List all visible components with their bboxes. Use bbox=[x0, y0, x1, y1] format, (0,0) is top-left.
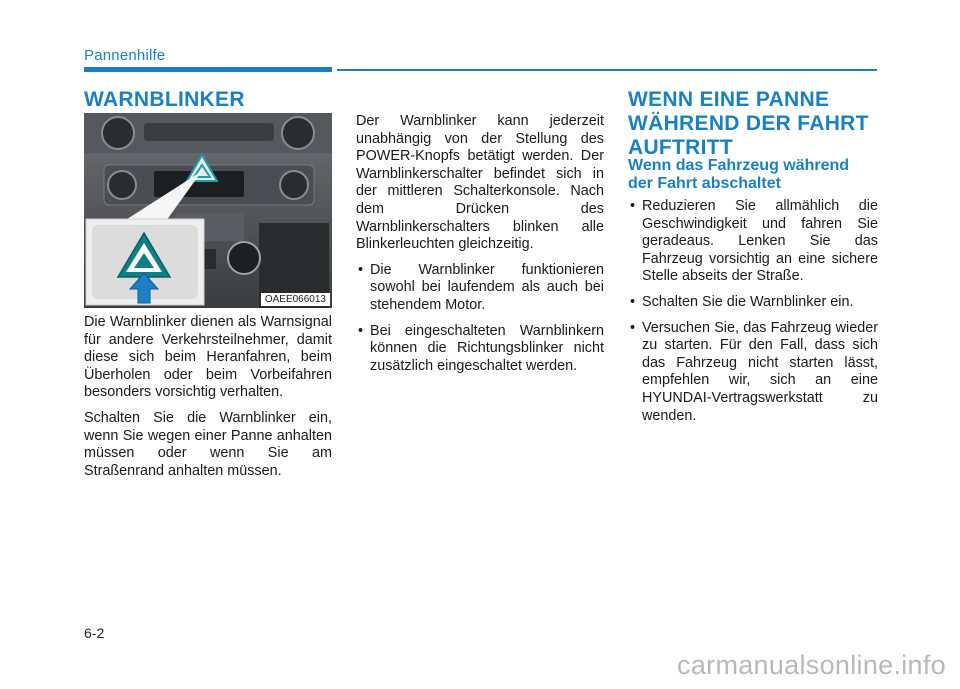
left-paragraph-1: Die Warnblinker dienen als Warnsignal für andere Verkehrsteilnehmer, damit diese sich beim Heranfahren, beim Überholen oder beim Vorbeifahren besonders vorsichtig verhalten. bbox=[84, 314, 332, 401]
page-number: 6-2 bbox=[84, 625, 105, 641]
left-paragraph-2: Schalten Sie die Warnblinker ein, wenn Sie wegen einer Panne anhalten müssen oder wenn Sie am Straßenrand anhalten müssen. bbox=[84, 409, 332, 479]
header-section-label: Pannenhilfe bbox=[84, 47, 166, 64]
panne-subtitle bbox=[628, 157, 849, 193]
watermark: carmanualsonline.info bbox=[677, 650, 946, 680]
warnblinker-title: WARNBLINKER bbox=[84, 88, 245, 111]
panne-title bbox=[628, 88, 869, 160]
panne-title-line-3: AUFTRITT bbox=[628, 136, 734, 159]
middle-paragraph: Der Warnblinker kann jederzeit unabhängig von der Stellung des POWER-Knopfs betätigt werden. Der Warnblinkerschalter befindet sich in der mittleren Schalterkonsole. Nach dem Drücken des Warnblinkerschalters blinken alle Blinkerleuchten gleichzeitig. bbox=[356, 113, 604, 253]
right-text-column bbox=[628, 198, 878, 433]
list-item: • Die Warnblinker funktionieren sowohl bei laufendem als auch bei stehendem Motor. bbox=[356, 262, 604, 315]
hazard-switch-figure bbox=[84, 113, 332, 308]
list-item: • Versuchen Sie, das Fahrzeug wieder zu starten. Für den Fall, dass sich das Fahrzeug nicht starten lässt, empfehlen wir, sich an eine HYUNDAI-Vertragswerkstatt zu wenden. bbox=[628, 320, 878, 426]
header-bar-thin bbox=[337, 69, 877, 71]
right-bullet-list bbox=[628, 198, 878, 425]
list-item: • Schalten Sie die Warnblinker ein. bbox=[628, 294, 878, 312]
left-text-column bbox=[84, 314, 332, 488]
panne-title-line-1: WENN EINE PANNE bbox=[628, 88, 830, 111]
middle-text-column bbox=[356, 113, 604, 383]
panne-subtitle-line-1: Wenn das Fahrzeug während bbox=[628, 157, 850, 174]
header-bar-thick bbox=[84, 67, 332, 72]
list-item: • Reduzieren Sie allmählich die Geschwindigkeit und fahren Sie geradeaus. Lenken Sie das Fahrzeug vorsichtig an eine sichere Stelle abseits der Straße. bbox=[628, 198, 878, 286]
panne-title-line-2: WÄHREND DER FAHRT bbox=[628, 112, 869, 135]
dashboard-illustration bbox=[84, 113, 332, 308]
figure-code: OAEE066013 bbox=[261, 293, 330, 306]
list-item: • Bei eingeschalteten Warnblinkern können die Richtungsblinker nicht zusätzlich eingeschaltet werden. bbox=[356, 323, 604, 376]
middle-bullet-list bbox=[356, 262, 604, 376]
panne-subtitle-line-2: der Fahrt abschaltet bbox=[628, 175, 781, 192]
